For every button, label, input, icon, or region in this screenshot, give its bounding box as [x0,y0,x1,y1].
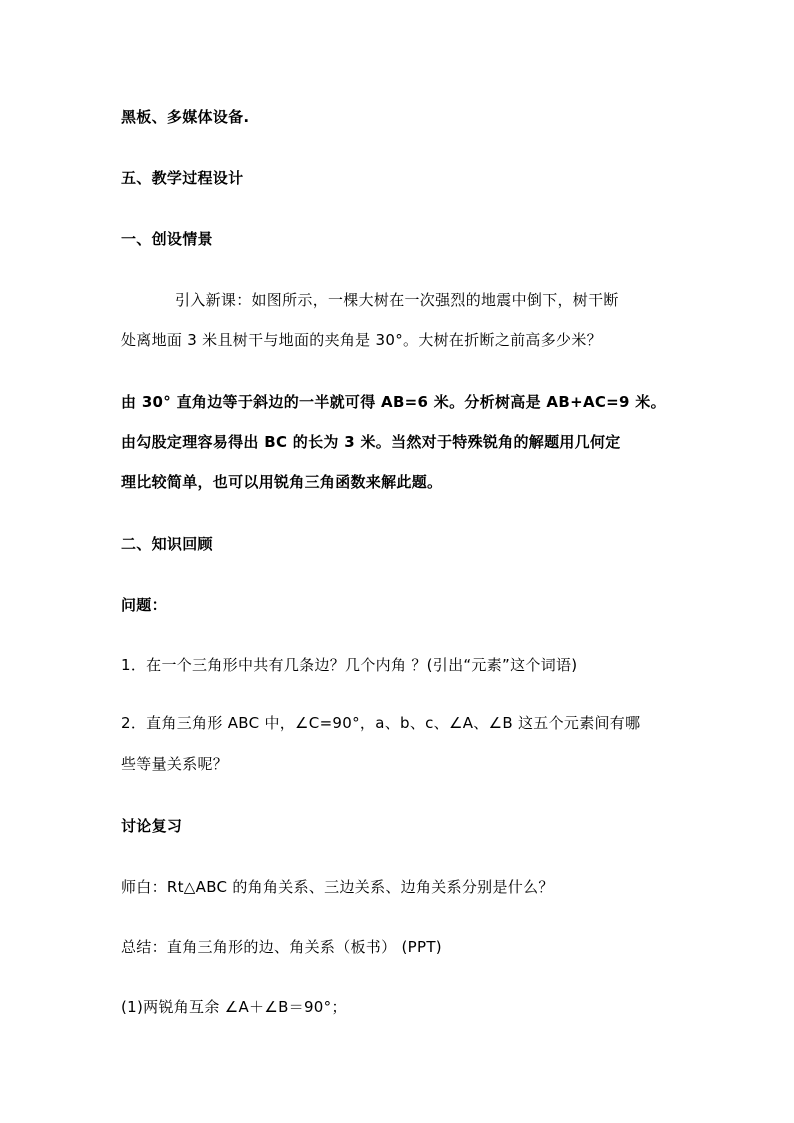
question-heading: 问题： [121,596,167,614]
discussion-heading: 讨论复习 [121,817,183,835]
answer-paragraph-line-1: 由 30° 直角边等于斜边的一半就可得 AB=6 米。分析树高是 AB+AC=9 米。 [121,393,666,411]
intro-paragraph-line-1: 引入新课：如图所示，一棵大树在一次强烈的地震中倒下，树干断 [175,291,619,309]
teaching-materials-line: 黑板、多媒体设备. [121,108,250,126]
section-heading-knowledge-review: 二、知识回顾 [121,535,213,553]
question-2-line-1: 2．直角三角形 ABC 中，∠C=90°，a、b、c、∠A、∠B 这五个元素间有哪 [121,714,641,732]
question-1: 1．在一个三角形中共有几条边？几个内角 ？(引出“元素”这个词语) [121,656,578,674]
intro-paragraph-line-2: 处离地面 3 米且树干与地面的夹角是 30°。大树在折断之前高多少米？ [121,331,602,349]
relation-item-1: (1)两锐角互余 ∠A＋∠B＝90°； [121,998,347,1016]
section-heading-create-scenario: 一、创设情景 [121,230,213,248]
teacher-question-line: 师白：Rt△ABC 的角角关系、三边关系、边角关系分别是什么？ [121,878,554,896]
answer-paragraph-line-3: 理比较简单，也可以用锐角三角函数来解此题。 [121,473,443,491]
section-heading-process-design: 五、教学过程设计 [121,169,244,187]
summary-line: 总结：直角三角形的边、角关系（板书） (PPT) [121,938,442,956]
answer-paragraph-line-2: 由勾股定理容易得出 BC 的长为 3 米。当然对于特殊锐角的解题用几何定 [121,433,621,451]
question-2-line-2: 些等量关系呢？ [121,755,229,773]
